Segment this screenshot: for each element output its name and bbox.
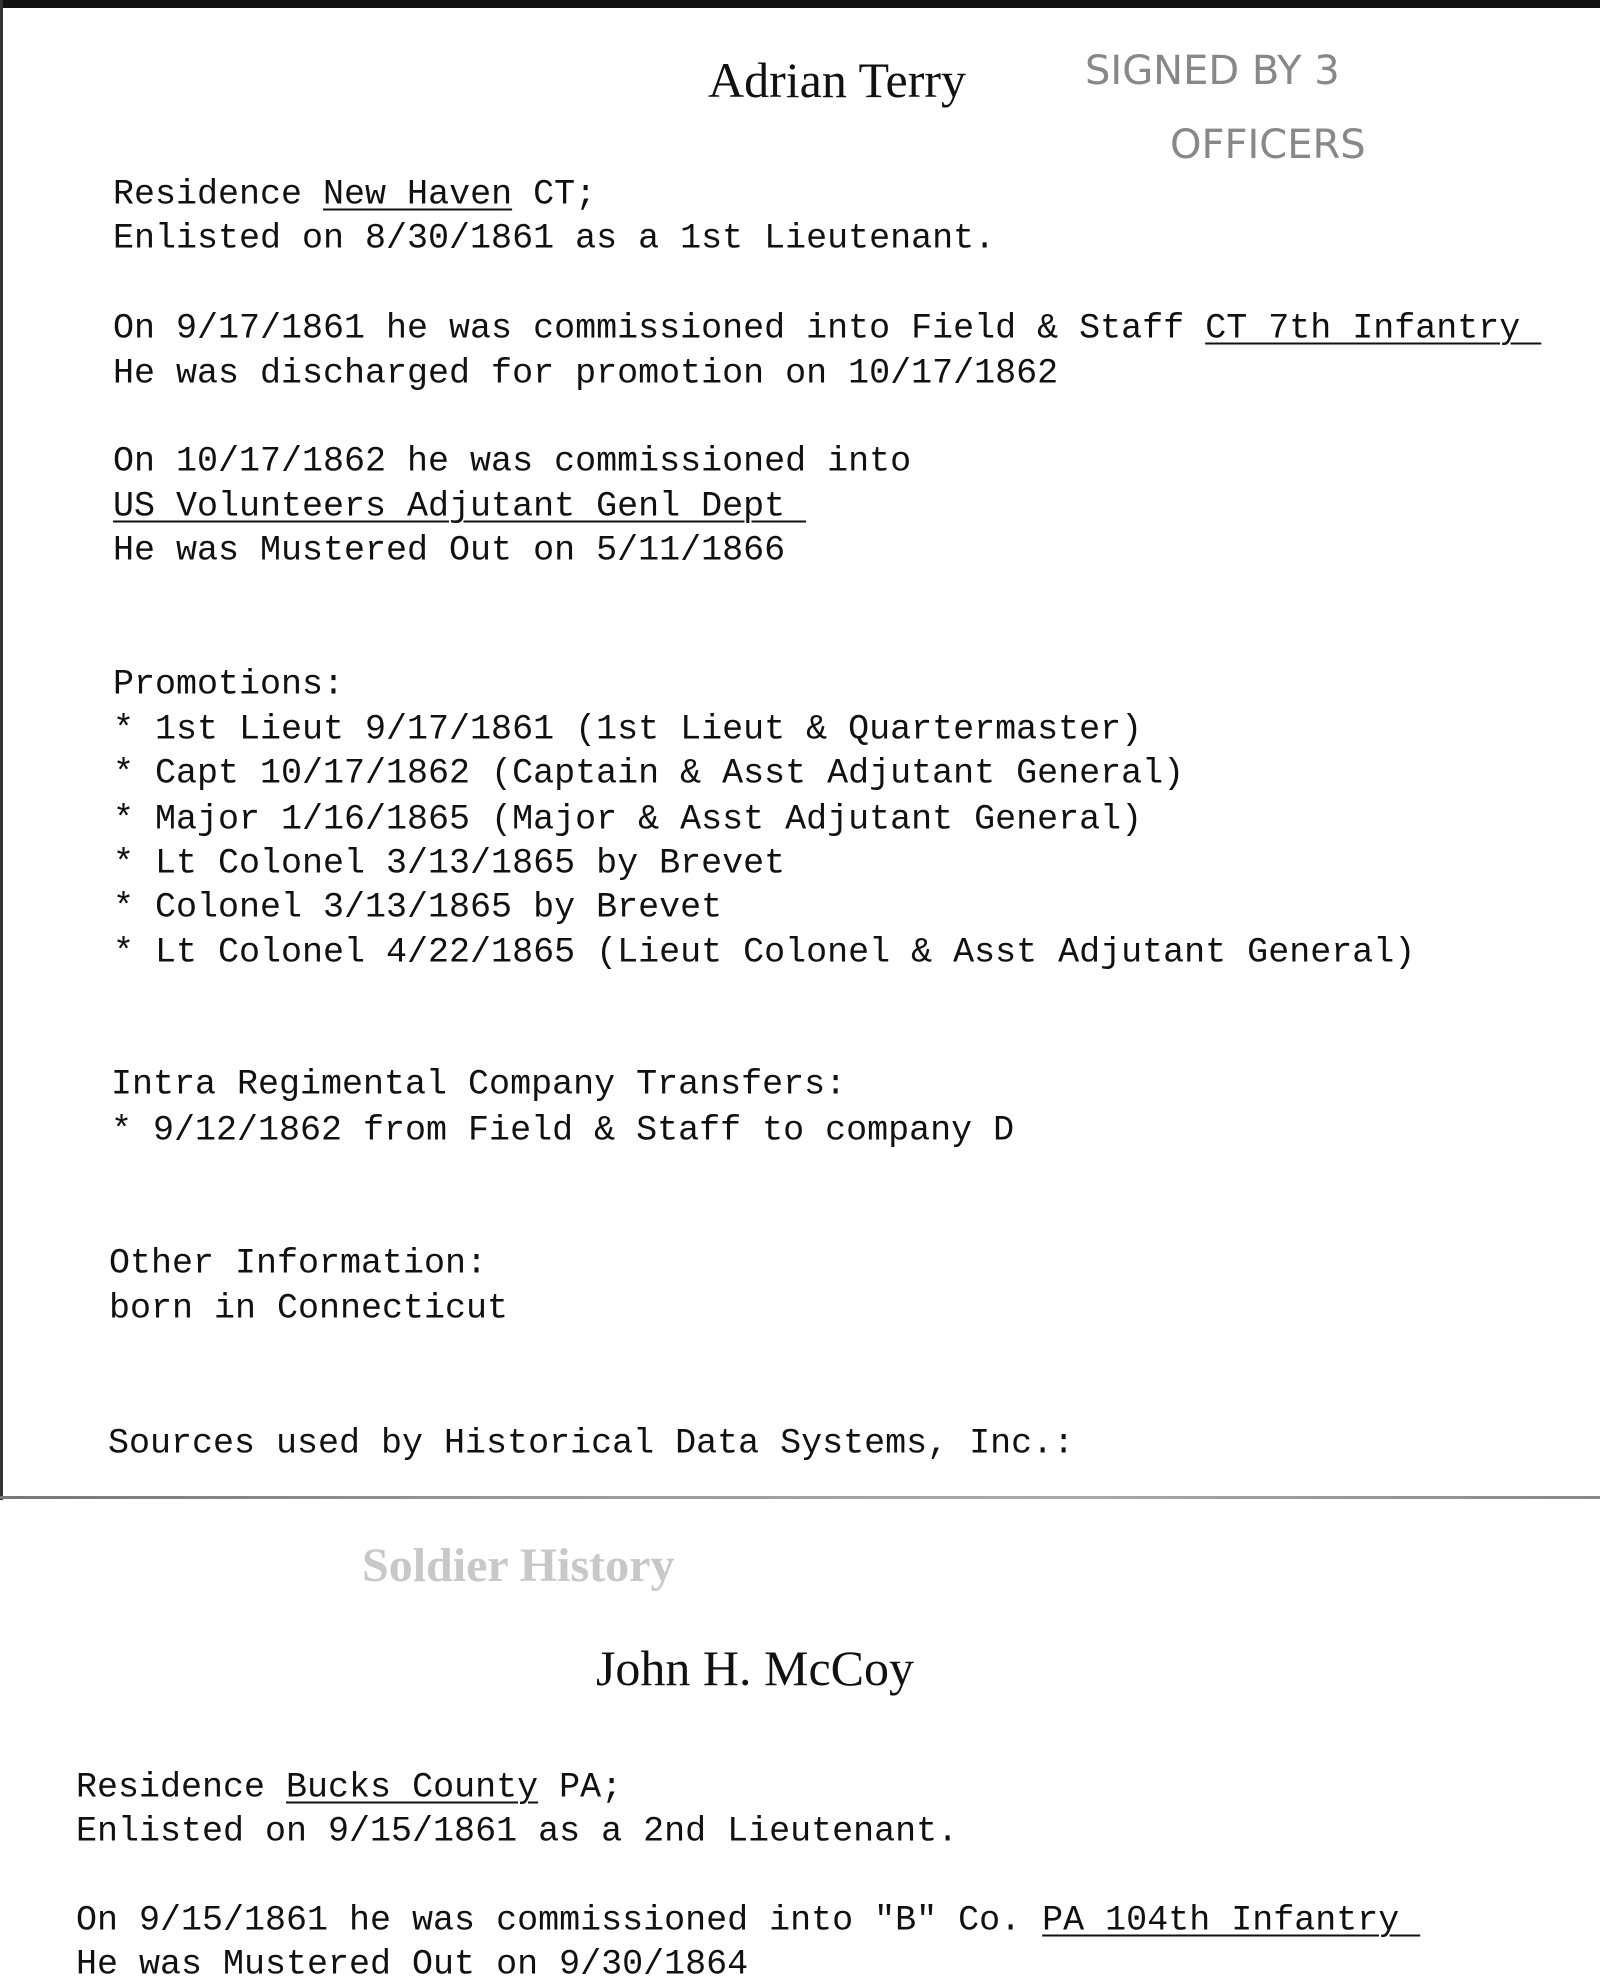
residence-state: PA; [538, 1767, 623, 1808]
residence-label: Residence [76, 1767, 287, 1808]
handwritten-note [1085, 36, 1415, 176]
promotion-item: * 1st Lieut 9/17/1861 (1st Lieut & Quartermaster) [113, 709, 1143, 750]
discharge-line: He was discharged for promotion on 10/17/1862 [113, 353, 1059, 394]
commission-line [76, 1900, 1421, 1941]
commission-line-2: On 10/17/1862 he was commissioned into [113, 441, 912, 482]
mustered-out-line: He was Mustered Out on 5/11/1866 [113, 530, 786, 571]
commission-unit: CT 7th Infantry [1205, 308, 1542, 349]
residence-place: New Haven [323, 174, 513, 215]
residence-state: CT; [512, 174, 597, 215]
enlisted-line: Enlisted on 9/15/1861 as a 2nd Lieutenant. [76, 1811, 959, 1852]
scan-top-border [0, 0, 1600, 8]
promotions-heading: Promotions: [113, 664, 345, 705]
commission-unit: PA 104th Infantry [1042, 1900, 1421, 1941]
promotion-item: * Lt Colonel 4/22/1865 (Lieut Colonel & Asst Adjutant General) [113, 932, 1416, 973]
soldier-history-watermark: Soldier History [362, 1539, 675, 1592]
sources-line: Sources used by Historical Data Systems, Inc.: [108, 1423, 1075, 1464]
enlisted-line: Enlisted on 8/30/1861 as a 1st Lieutenant. [113, 218, 996, 259]
other-info-heading: Other Information: [109, 1243, 488, 1284]
residence-line [113, 174, 597, 215]
other-info-text: born in Connecticut [109, 1288, 509, 1329]
commission-text: On 9/17/1861 he was commissioned into Field & Staff [113, 308, 1206, 349]
promotion-item: * Capt 10/17/1862 (Captain & Asst Adjutant General) [113, 753, 1185, 794]
commission-text: On 9/15/1861 he was commissioned into "B" Co. [76, 1900, 1043, 1941]
transfer-item: * 9/12/1862 from Field & Staff to company D [111, 1110, 1015, 1151]
promotion-item: * Lt Colonel 3/13/1865 by Brevet [113, 843, 786, 884]
svg-text:OFFICERS: OFFICERS [1170, 122, 1366, 168]
mustered-out-line: He was Mustered Out on 9/30/1864 [76, 1944, 749, 1985]
soldier-name-title: John H. McCoy [595, 1640, 915, 1696]
commission-line-1 [113, 308, 1542, 349]
transfers-heading: Intra Regimental Company Transfers: [111, 1064, 847, 1105]
residence-line [76, 1767, 623, 1808]
promotion-item: * Colonel 3/13/1865 by Brevet [113, 887, 723, 928]
residence-label: Residence [113, 174, 324, 215]
scan-left-edge [0, 0, 3, 1500]
commission-unit-2: US Volunteers Adjutant Genl Dept [113, 486, 807, 527]
promotion-item: * Major 1/16/1865 (Major & Asst Adjutant General) [113, 799, 1143, 840]
page-divider [0, 1496, 1600, 1499]
residence-place: Bucks County [286, 1767, 539, 1808]
svg-text:SIGNED BY 3: SIGNED BY 3 [1085, 48, 1340, 94]
soldier-name-title: Adrian Terry [708, 52, 966, 108]
